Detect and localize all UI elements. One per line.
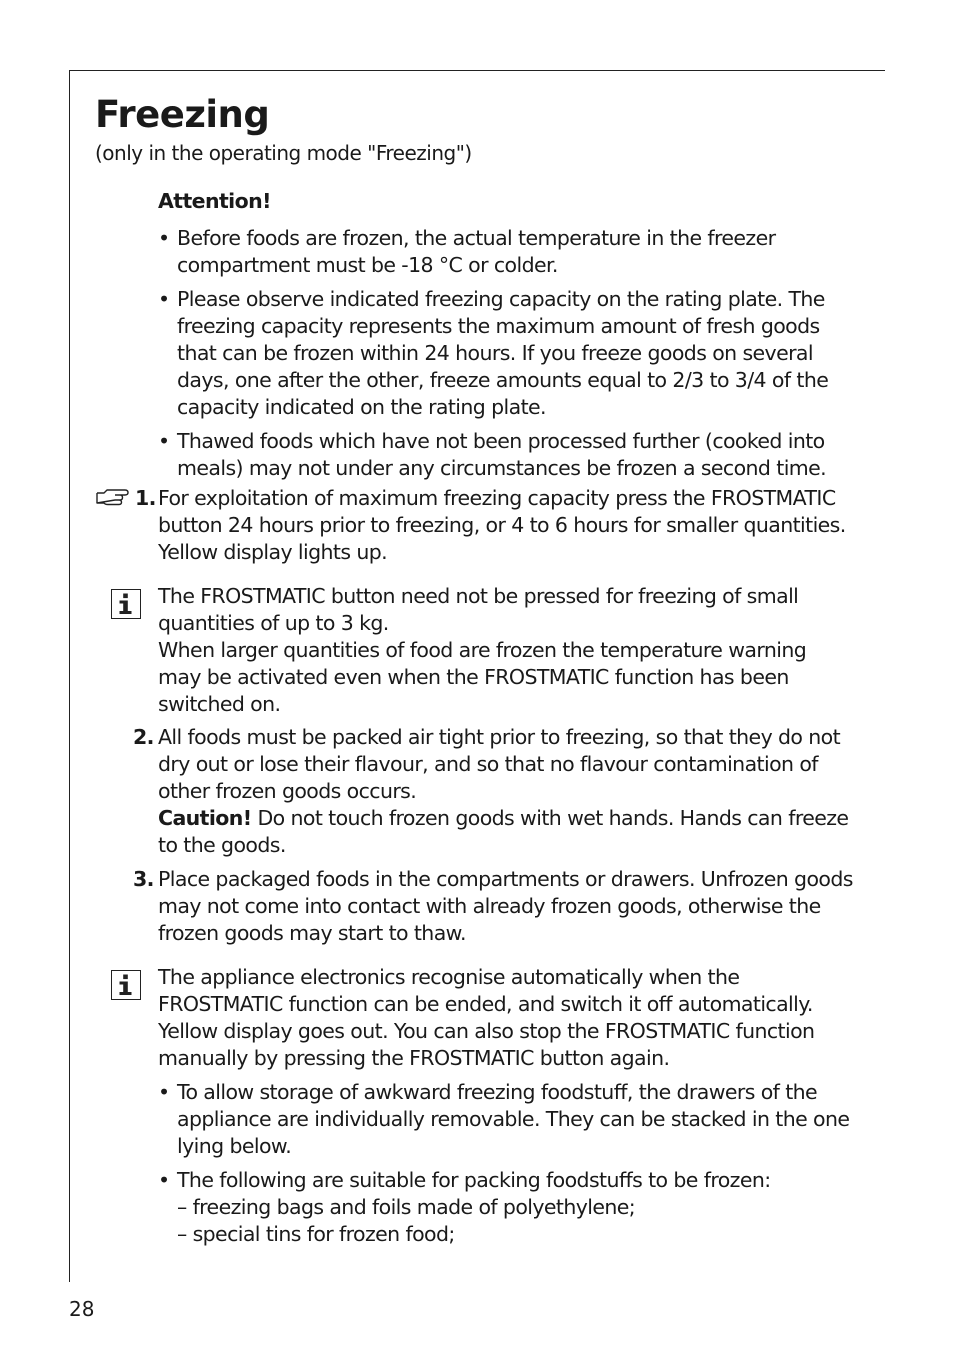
- info-2-line-4: manually by pressing the FROSTMATIC button again.: [158, 1046, 670, 1070]
- attention-bullet-2-line-4: days, one after the other, freeze amounts equal to 2/3 to 3/4 of the: [177, 368, 829, 392]
- attention-bullet-3-line-2: meals) may not under any circumstances be frozen a second time.: [177, 456, 827, 480]
- info-icon: [111, 970, 141, 1000]
- step-1-line-3: Yellow display lights up.: [158, 540, 388, 564]
- attention-bullet-2-line-3: that can be frozen within 24 hours. If you freeze goods on several: [177, 341, 813, 365]
- info-2-line-2: FROSTMATIC function can be ended, and switch it off automatically.: [158, 992, 813, 1016]
- step-1-line-1: For exploitation of maximum freezing capacity press the FROSTMATIC: [158, 486, 836, 510]
- left-rule: [69, 70, 70, 1282]
- step-2-line-2: dry out or lose their flavour, and so that no flavour contamination of: [158, 752, 818, 776]
- step-3-number: 3.: [133, 867, 154, 891]
- info-1-line-4: may be activated even when the FROSTMATIC function has been: [158, 665, 789, 689]
- bullet: •: [158, 429, 171, 453]
- step-2-caution-line: [158, 805, 848, 832]
- attention-bullet-2-line-1: Please observe indicated freezing capacity on the rating plate. The: [177, 287, 825, 311]
- step-2-caution-line-2: to the goods.: [158, 833, 286, 857]
- tips-bullet-2-line-1: The following are suitable for packing foodstuffs to be frozen:: [177, 1168, 771, 1192]
- page-subtitle: (only in the operating mode "Freezing"): [95, 141, 472, 165]
- attention-bullet-1-line-2: compartment must be -18 °C or colder.: [177, 253, 558, 277]
- step-2-line-3: other frozen goods occurs.: [158, 779, 417, 803]
- tips-bullet-2-line-3: – special tins for frozen food;: [177, 1222, 455, 1246]
- attention-bullet-1-line-1: Before foods are frozen, the actual temperature in the freezer: [177, 226, 776, 250]
- pointing-hand-icon: [95, 486, 131, 508]
- info-icon: [111, 589, 141, 619]
- tips-bullet-1-line-1: To allow storage of awkward freezing foodstuff, the drawers of the: [177, 1080, 818, 1104]
- caution-label: Caution!: [158, 806, 252, 830]
- step-3-line-1: Place packaged foods in the compartments or drawers. Unfrozen goods: [158, 867, 853, 891]
- attention-bullet-2-line-5: capacity indicated on the rating plate.: [177, 395, 546, 419]
- step-2-number: 2.: [133, 725, 154, 749]
- tips-bullet-2-line-2: – freezing bags and foils made of polyethylene;: [177, 1195, 636, 1219]
- attention-heading: Attention!: [158, 189, 271, 213]
- bullet: •: [158, 226, 171, 250]
- attention-bullet-2-line-2: freezing capacity represents the maximum amount of fresh goods: [177, 314, 820, 338]
- caution-text: Do not touch frozen goods with wet hands. Hands can freeze: [251, 806, 849, 830]
- bullet: •: [158, 287, 171, 311]
- step-3-line-3: frozen goods may start to thaw.: [158, 921, 466, 945]
- step-2-line-1: All foods must be packed air tight prior to freezing, so that they do not: [158, 725, 841, 749]
- info-1-line-5: switched on.: [158, 692, 281, 716]
- step-1-line-2: button 24 hours prior to freezing, or 4 to 6 hours for smaller quantities.: [158, 513, 846, 537]
- page-title: Freezing: [95, 93, 270, 136]
- attention-bullet-3-line-1: Thawed foods which have not been processed further (cooked into: [177, 429, 825, 453]
- step-3-line-2: may not come into contact with already frozen goods, otherwise the: [158, 894, 821, 918]
- top-rule: [69, 70, 885, 71]
- tips-bullet-1-line-3: lying below.: [177, 1134, 292, 1158]
- info-2-line-3: Yellow display goes out. You can also stop the FROSTMATIC function: [158, 1019, 815, 1043]
- bullet: •: [158, 1168, 171, 1192]
- info-1-line-2: quantities of up to 3 kg.: [158, 611, 389, 635]
- info-1-line-3: When larger quantities of food are frozen the temperature warning: [158, 638, 807, 662]
- tips-bullet-1-line-2: appliance are individually removable. They can be stacked in the one: [177, 1107, 850, 1131]
- bullet: •: [158, 1080, 171, 1104]
- info-1-line-1: The FROSTMATIC button need not be pressed for freezing of small: [158, 584, 799, 608]
- info-2-line-1: The appliance electronics recognise automatically when the: [158, 965, 740, 989]
- page-number: 28: [69, 1297, 95, 1321]
- step-1-number: 1.: [135, 486, 156, 510]
